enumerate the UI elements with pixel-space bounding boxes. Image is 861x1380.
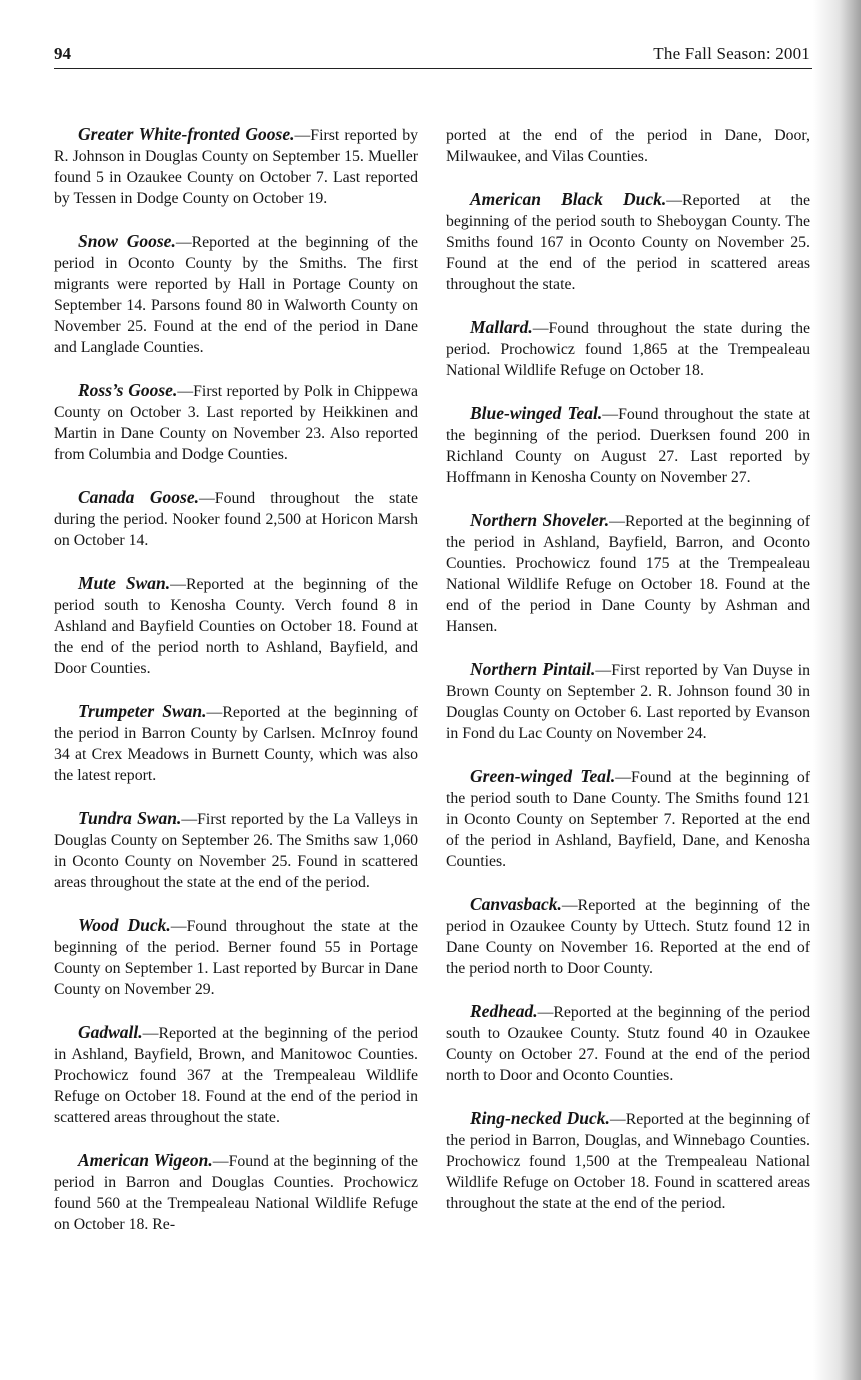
species-entry <box>446 510 810 637</box>
continued-text: ported at the end of the period in Dane, Door, Milwaukee, and Vilas Counties. <box>446 127 810 165</box>
species-entry <box>54 701 418 786</box>
left-column <box>54 124 418 1257</box>
species-name: Green-winged Teal. <box>470 766 616 786</box>
species-account: —First reported by Polk in Chippewa County on October 3. Last reported by Heikkinen and Martin in Dane County on November 23. Also reported from Columbia and Dodge Counties. <box>54 383 419 463</box>
species-entry <box>446 894 810 979</box>
species-account: —First reported by Van Duyse in Brown County on September 2. R. Johnson found 30 in Douglas County on October 6. Last reported by Evanson in Fond du Lac County on November 24. <box>446 662 810 742</box>
species-account: —Reported at the beginning of the period in Ashland, Bayfield, Barron, and Oconto Counties. Prochowicz found 175 at the Trempealeau National Wildlife Refuge on October 18. Found at the end of the period in Dane County by Ashman and Hansen. <box>446 513 810 635</box>
species-account: —Found throughout the state at the beginning of the period. Berner found 55 in Portage County on September 1. Last reported by Burcar in Dane County on November 29. <box>54 918 418 998</box>
species-account: —First reported by the La Valleys in Douglas County on September 26. The Smiths saw 1,060 in Oconto County on November 25. Found in scattered areas throughout the state at the end of the period. <box>54 811 418 891</box>
species-entry <box>446 659 810 744</box>
species-account: —Reported at the beginning of the period in Ozaukee County by Uttech. Stutz found 12 in Dane County on November 16. Reported at the end of the period north to Door County. <box>446 897 810 977</box>
page-number: 94 <box>54 44 71 63</box>
species-name: Northern Shoveler. <box>470 510 610 530</box>
page-edge-shadow <box>813 0 861 1380</box>
species-account: —Reported at the beginning of the period south to Ozaukee County. Stutz found 40 in Ozaukee County on October 27. Found at the end of the period north to Door and Oconto Counties. <box>446 1004 810 1084</box>
species-entry <box>54 573 418 679</box>
running-title: The Fall Season: 2001 <box>653 44 810 63</box>
species-name: Northern Pintail. <box>470 659 596 679</box>
species-entry <box>446 1001 810 1086</box>
species-name: Canada Goose. <box>78 487 199 507</box>
species-name: Mallard. <box>470 317 533 337</box>
species-name: Tundra Swan. <box>78 808 182 828</box>
species-name: Canvasback. <box>470 894 562 914</box>
species-name: Redhead. <box>470 1001 538 1021</box>
species-name: Greater White-fronted Goose. <box>78 124 295 144</box>
species-account: —Reported at the beginning of the period in Oconto County by the Smiths. The first migrants were reported by Hall in Portage County on September 14. Parsons found 80 in Walworth County on November 25. Found at the end of the period in Dane and Langlade Counties. <box>54 234 418 356</box>
species-account: —Found at the beginning of the period in Barron and Douglas Counties. Prochowicz found 560 at the Trempealeau National Wildlife Refuge on October 18. Re- <box>54 1153 418 1233</box>
right-column <box>446 125 810 1236</box>
species-entry <box>446 317 810 381</box>
species-name: Wood Duck. <box>78 915 171 935</box>
species-account: —Found throughout the state during the period. Prochowicz found 1,865 at the Trempealeau National Wildlife Refuge on October 18. <box>446 320 810 379</box>
species-entry <box>54 1022 418 1128</box>
species-account: —Found throughout the state at the beginning of the period. Duerksen found 200 in Richland County on August 27. Last reported by Hoffmann in Kenosha County on November 27. <box>446 406 810 486</box>
species-entry <box>446 766 810 872</box>
species-entry <box>54 380 418 465</box>
species-account: —Found throughout the state during the period. Nooker found 2,500 at Horicon Marsh on October 14. <box>54 490 418 549</box>
species-name: Gadwall. <box>78 1022 143 1042</box>
page-header <box>54 44 812 69</box>
species-name: American Wigeon. <box>78 1150 213 1170</box>
species-entry <box>54 808 418 893</box>
species-entry <box>54 487 418 551</box>
species-account: —Reported at the beginning of the period in Ashland, Bayfield, Brown, and Manitowoc Counties. Prochowicz found 367 at the Trempealeau Wildlife Refuge on October 18. Found at the end of the period in scattered areas throughout the state. <box>54 1025 418 1126</box>
species-account: —Reported at the beginning of the period in Barron, Douglas, and Winnebago Counties. Prochowicz found 1,500 at the Trempealeau National Wildlife Refuge on October 18. Found in scattered areas throughout the state at the end of the period. <box>446 1111 810 1212</box>
species-name: Trumpeter Swan. <box>78 701 207 721</box>
species-entry <box>54 124 418 209</box>
species-account: —Found at the beginning of the period south to Dane County. The Smiths found 121 in Oconto County on September 7. Reported at the end of the period in Ashland, Bayfield, Dane, and Kenosha Counties. <box>446 769 810 870</box>
species-entry <box>446 403 810 488</box>
species-name: Mute Swan. <box>78 573 171 593</box>
species-account: —Reported at the beginning of the period south to Sheboygan County. The Smiths found 167 in Oconto County on November 25. Found at the end of the period in scattered areas throughout the state. <box>446 192 810 293</box>
species-name: Blue-winged Teal. <box>470 403 603 423</box>
species-account: —Reported at the beginning of the period in Barron County by Carlsen. McInroy found 34 at Crex Meadows in Burnett County, which was also the latest report. <box>54 704 418 784</box>
species-entry <box>54 1150 418 1235</box>
species-name: Ring-necked Duck. <box>470 1108 610 1128</box>
species-account: —Reported at the beginning of the period south to Kenosha County. Verch found 8 in Ashland and Bayfield Counties on October 18. Found at the end of the period north to Ashland, Bayfield, and Door Counties. <box>54 576 418 677</box>
species-name: Ross’s Goose. <box>78 380 178 400</box>
species-entry <box>54 231 418 358</box>
species-account: —First reported by R. Johnson in Douglas County on September 15. Mueller found 5 in Ozaukee County on October 7. Last reported by Tessen in Dodge County on October 19. <box>54 127 419 207</box>
species-name: Snow Goose. <box>78 231 176 251</box>
species-entry <box>54 915 418 1000</box>
species-entry <box>446 1108 810 1214</box>
species-name: American Black Duck. <box>470 189 667 209</box>
species-entry <box>446 189 810 295</box>
